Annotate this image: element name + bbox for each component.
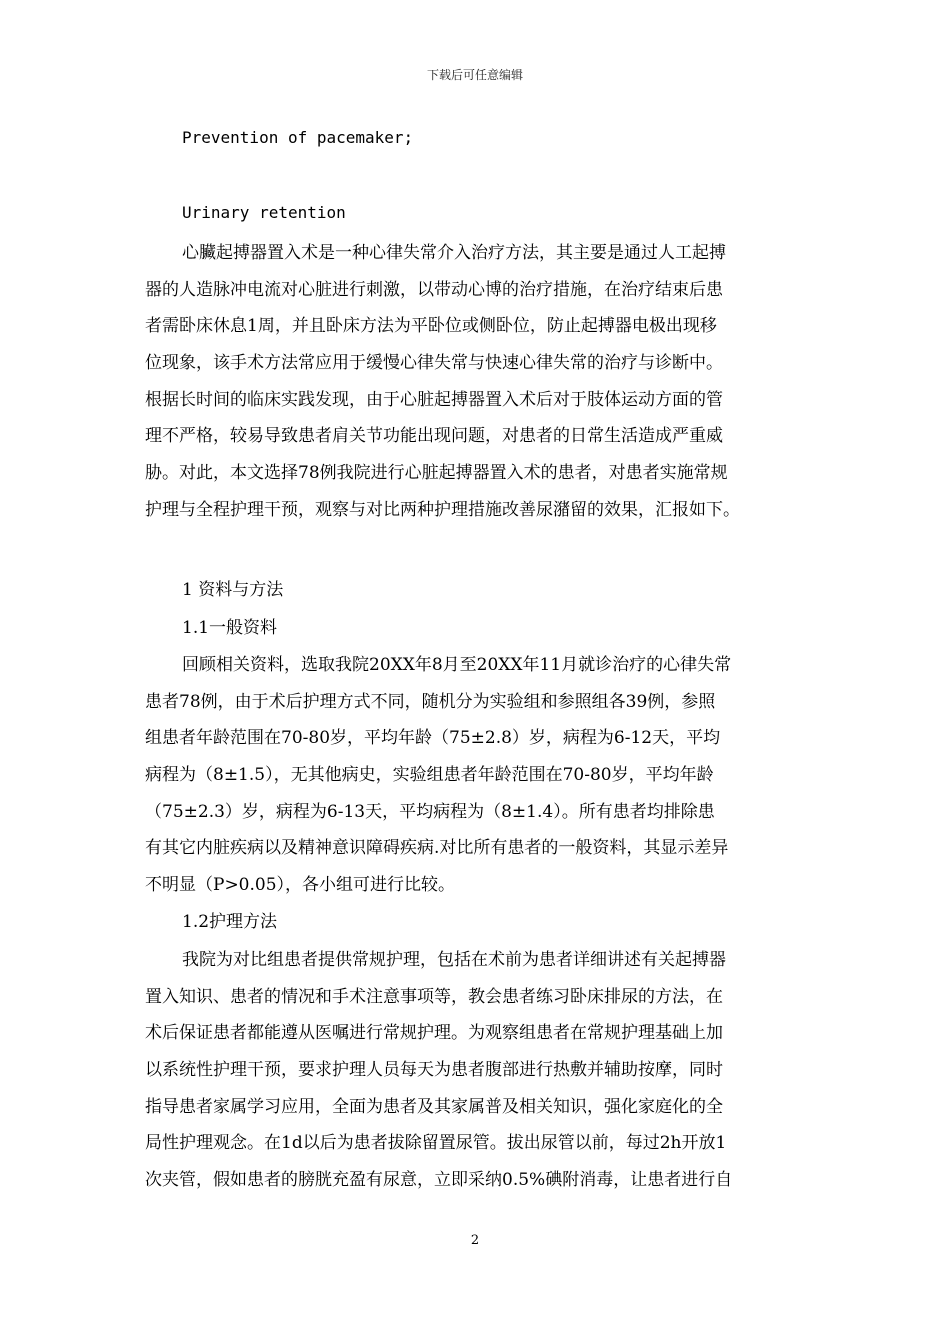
- paragraph-line: 术后保证患者都能遵从医嘱进行常规护理。为观察组患者在常规护理基础上加: [145, 1023, 723, 1043]
- paragraph-line: 回顾相关资料，选取我院20XX年8月至20XX年11月就诊治疗的心律失常: [182, 655, 732, 675]
- heading-urinary-retention: Urinary retention: [182, 203, 346, 222]
- paragraph-line: 根据长时间的临床实践发现，由于心脏起搏器置入术后对于肢体运动方面的管: [145, 390, 723, 410]
- paragraph-line: 心臟起搏器置入术是一种心律失常介入治疗方法，其主要是通过人工起搏: [182, 243, 726, 263]
- paragraph-line: 者需卧床休息1周，并且卧床方法为平卧位或侧卧位，防止起搏器电极出现移: [145, 316, 717, 336]
- paragraph-line: 器的人造脉冲电流对心脏进行刺激，以带动心博的治疗措施，在治疗结束后患: [145, 280, 723, 300]
- heading-prevention: Prevention of pacemaker;: [182, 128, 414, 147]
- paragraph-line: 有其它内脏疾病以及精神意识障碍疾病.对比所有患者的一般资料，其显示差异: [145, 838, 729, 858]
- paragraph-line: 患者78例，由于术后护理方式不同，随机分为实验组和参照组各39例，参照: [145, 692, 716, 712]
- paragraph-line: 次夹管，假如患者的膀胱充盈有尿意，立即采纳0.5%碘附消毒，让患者进行自: [145, 1170, 733, 1190]
- page-number: 2: [470, 1233, 480, 1248]
- page-header: 下载后可任意编辑: [426, 68, 523, 82]
- paragraph-line: 以系统性护理干预，要求护理人员每天为患者腹部进行热敷并辅助按摩，同时: [145, 1060, 723, 1080]
- section-heading: 1 资料与方法: [182, 580, 284, 600]
- paragraph-line: 不明显（P>0.05），各小组可进行比较。: [145, 875, 456, 895]
- paragraph-line: 位现象，该手术方法常应用于缓慢心律失常与快速心律失常的治疗与诊断中。: [145, 353, 723, 373]
- paragraph-line: 指导患者家属学习应用，全面为患者及其家属普及相关知识，强化家庭化的全: [145, 1097, 723, 1117]
- paragraph-line: 胁。对此，本文选择78例我院进行心脏起搏器置入术的患者，对患者实施常规: [145, 463, 728, 483]
- paragraph-line: 置入知识、患者的情况和手术注意事项等，教会患者练习卧床排尿的方法，在: [145, 987, 723, 1007]
- subsection-heading: 1.2护理方法: [182, 912, 278, 932]
- paragraph-line: 理不严格，较易导致患者肩关节功能出现问题，对患者的日常生活造成严重威: [145, 426, 723, 446]
- paragraph-line: （75±2.3）岁，病程为6-13天，平均病程为（8±1.4）。所有患者均排除患: [145, 802, 715, 822]
- paragraph-line: 局性护理观念。在1d以后为患者拔除留置尿管。拔出尿管以前，每过2h开放1: [145, 1133, 727, 1153]
- paragraph-line: 护理与全程护理干预，观察与对比两种护理措施改善尿潴留的效果，汇报如下。: [145, 500, 740, 520]
- paragraph-line: 我院为对比组患者提供常规护理，包括在术前为患者详细讲述有关起搏器: [182, 950, 726, 970]
- paragraph-line: 病程为（8±1.5），无其他病史，实验组患者年龄范围在70-80岁，平均年龄: [145, 765, 714, 785]
- subsection-heading: 1.1一般资料: [182, 618, 278, 638]
- paragraph-line: 组患者年龄范围在70-80岁，平均年龄（75±2.8）岁，病程为6-12天，平均: [145, 728, 721, 748]
